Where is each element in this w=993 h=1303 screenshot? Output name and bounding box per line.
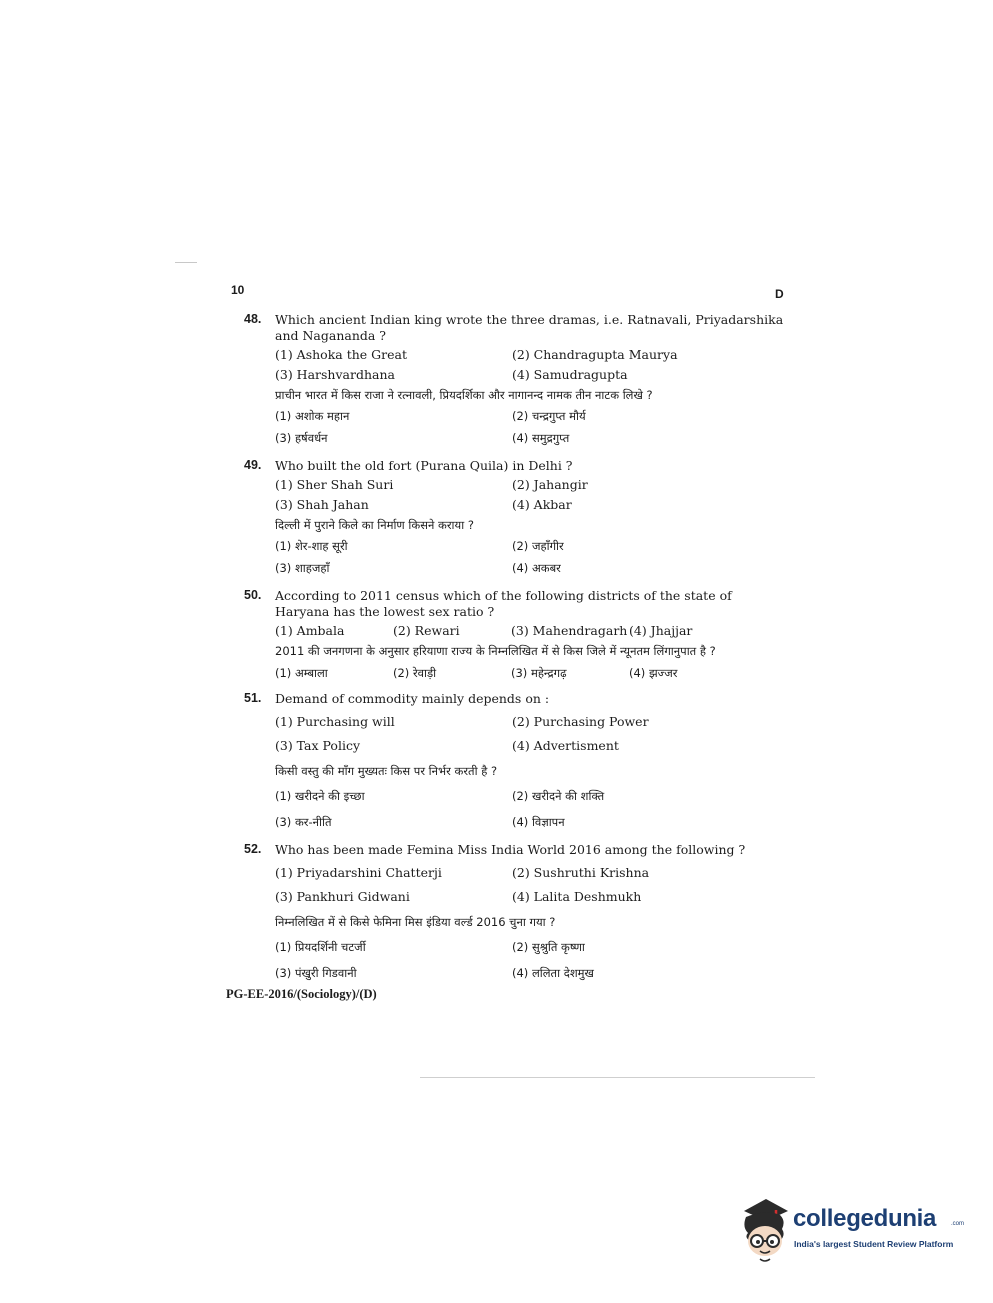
option-4-hindi: (4) झज्जर [629,666,678,680]
option-4-hindi: (4) अकबर [512,561,561,575]
question-text-hindi: दिल्ली में पुराने किले का निर्माण किसने कराया ? [275,518,474,532]
option-3-hindi: (3) हर्षवर्धन [275,431,328,445]
question-list [244,312,784,981]
option-1: (1) Ambala [275,623,345,638]
options-english [275,714,784,754]
option-3-hindi: (3) कर-नीति [275,815,332,829]
option-1: (1) Sher Shah Suri [275,477,394,492]
options-hindi [275,408,784,446]
question-number: 50. [244,588,262,602]
paper-code: PG-EE-2016/(Sociology)/(D) [226,987,377,1001]
option-4-hindi: (4) समुद्रगुप्त [512,431,570,445]
options-hindi [275,939,784,981]
question-text-hindi: किसी वस्तु की माँग मुख्यतः किस पर निर्भर करती है ? [275,764,498,778]
question-48 [244,312,784,446]
option-2-hindi: (2) चन्द्रगुप्त मौर्य [512,409,586,423]
option-2-hindi: (2) रेवाड़ी [393,666,437,680]
option-4-hindi: (4) ललिता देशमुख [512,966,594,980]
option-3: (3) Harshvardhana [275,367,395,382]
option-1-hindi: (1) अम्बाला [275,666,328,680]
options-hindi [275,788,784,830]
question-52 [244,842,784,981]
option-1-hindi: (1) खरीदने की इच्छा [275,789,365,803]
question-number: 51. [244,691,262,705]
question-text: Demand of commodity mainly depends on : [275,691,550,706]
option-2-hindi: (2) जहाँगीर [512,539,564,553]
option-4: (4) Samudragupta [512,367,628,382]
option-4: (4) Akbar [512,497,572,512]
brand-name: collegedunia [793,1205,937,1232]
options-english [275,477,784,513]
options-hindi [275,665,784,681]
question-text: According to 2011 census which of the following districts of the state of Haryana has the lowest sex ratio ? [275,588,732,619]
option-1-hindi: (1) अशोक महान [275,409,350,423]
option-3: (3) Shah Jahan [275,497,369,512]
question-51 [244,691,784,830]
option-2-hindi: (2) खरीदने की शक्ति [512,789,605,803]
option-4: (4) Jhajjar [629,623,693,638]
option-3: (3) Mahendragarh [511,623,628,638]
option-3: (3) Tax Policy [275,738,361,753]
mascot-icon [736,1197,794,1267]
option-4-hindi: (4) विज्ञापन [512,815,565,829]
option-1: (1) Purchasing will [275,714,395,729]
options-english [275,865,784,905]
options-hindi [275,538,784,576]
brand-tagline: India's largest Student Review Platform [794,1239,954,1249]
set-code: D [775,287,784,301]
question-50 [244,588,784,681]
question-text-hindi: निम्नलिखित में से किसे फेमिना मिस इंडिया वर्ल्ड 2016 चुना गया ? [275,915,556,929]
question-text-hindi: 2011 की जनगणना के अनुसार हरियाणा राज्य के निम्नलिखित में से किस जिले में न्यूनतम लिंगानुपात है ? [275,644,716,658]
option-3-hindi: (3) महेन्द्रगढ़ [511,666,567,680]
brand-domain-suffix: .com [951,1221,965,1227]
page-bottom-rule [420,1077,815,1078]
question-text: Which ancient Indian king wrote the three dramas, i.e. Ratnavali, Priyadarshika and Nagananda ? [275,312,784,343]
collegedunia-watermark [736,1197,966,1267]
option-2: (2) Sushruthi Krishna [512,865,650,880]
option-2: (2) Chandragupta Maurya [512,347,678,362]
question-number: 48. [244,312,262,326]
option-2: (2) Rewari [393,623,460,638]
question-number: 49. [244,458,262,472]
option-3-hindi: (3) पंखुरी गिडवानी [275,966,357,980]
option-1-hindi: (1) शेर-शाह सूरी [275,539,348,553]
option-1: (1) Ashoka the Great [275,347,407,362]
scan-edge-mark [175,262,197,263]
question-text: Who built the old fort (Purana Quila) in Delhi ? [275,458,573,473]
option-1-hindi: (1) प्रियदर्शिनी चटर्जी [275,940,366,954]
option-2: (2) Purchasing Power [512,714,649,729]
option-4: (4) Advertisment [512,738,619,753]
option-3: (3) Pankhuri Gidwani [275,889,410,904]
options-english [275,347,784,383]
question-number: 52. [244,842,262,856]
option-1: (1) Priyadarshini Chatterji [275,865,442,880]
question-text-hindi: प्राचीन भारत में किस राजा ने रत्नावली, प्रियदर्शिका और नागानन्द नामक तीन नाटक लिखे ? [275,388,653,402]
option-2: (2) Jahangir [512,477,588,492]
question-text: Who has been made Femina Miss India World 2016 among the following ? [275,842,746,857]
page-number: 10 [231,283,245,297]
option-4: (4) Lalita Deshmukh [512,889,642,904]
options-english [275,623,784,639]
option-3-hindi: (3) शाहजहाँ [275,561,330,575]
option-2-hindi: (2) सुश्रुति कृष्णा [512,940,585,954]
question-49 [244,458,784,576]
